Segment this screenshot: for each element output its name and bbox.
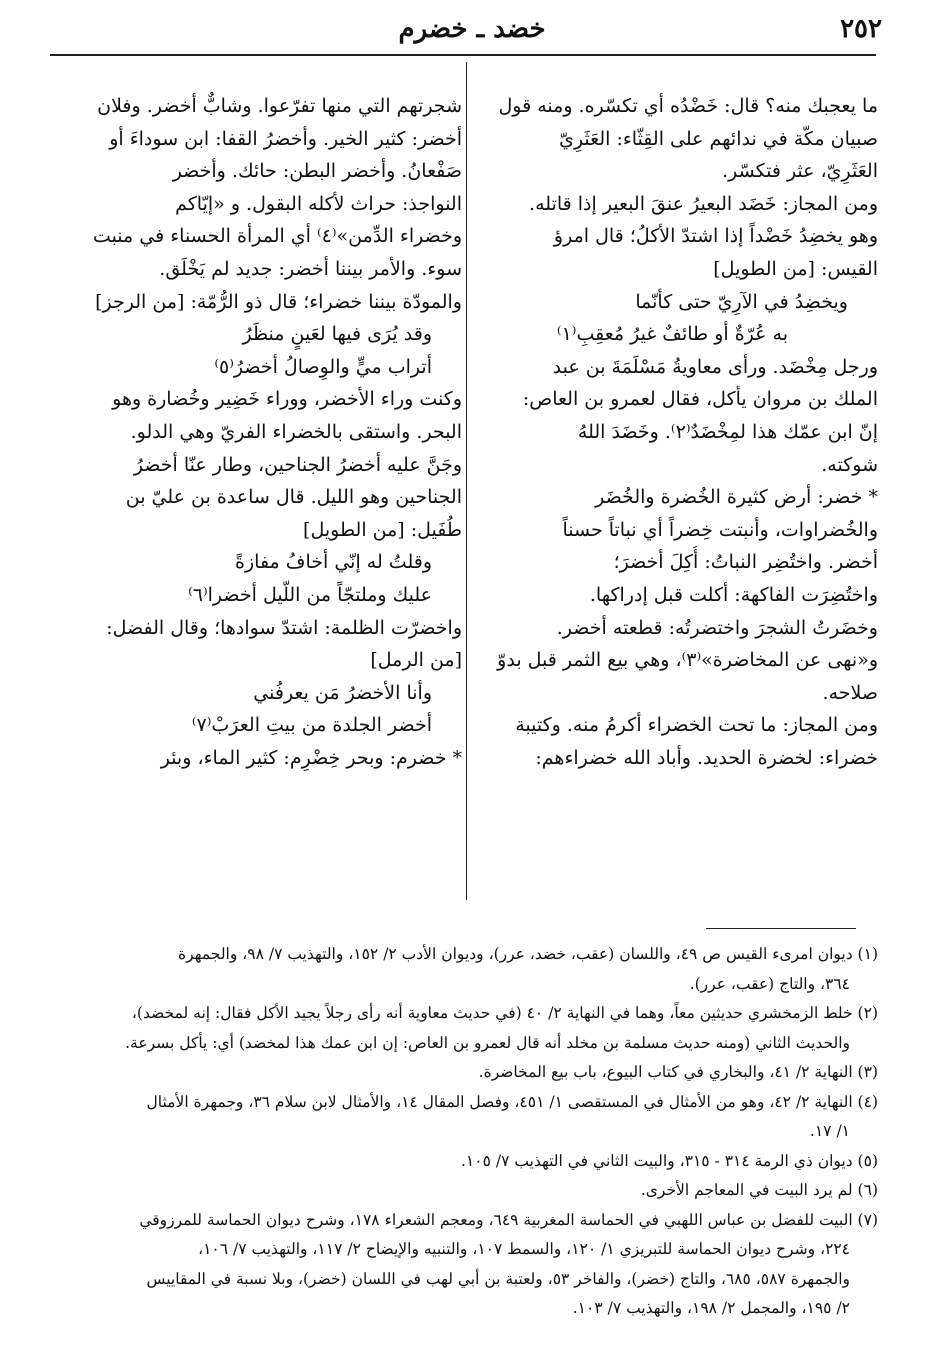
- text-line: والمودّة بيننا خضراء؛ قال ذو الرُّمّة: [من الرجز]: [95, 290, 462, 313]
- text-line: سوء. والأمر بيننا أخضر: جديد لم يَخْلَق.: [159, 257, 462, 280]
- text-line: وهو يخضِدُ خَضْداً إذا اشتدّ الأكلُ؛ قال امرؤ: [553, 225, 878, 248]
- text-line: ما يعجبك منه؟ قال: خَضْدُه أي تكسّره. ومنه قول: [498, 95, 878, 117]
- text-line: صبيان مكّة في ندائهم على القِثّاء: العَثَرِيّ: [559, 127, 878, 150]
- verse-line: به عُرّةٌ أو طائفٌ غيرُ مُعقِبِ⁽١⁾: [556, 323, 788, 346]
- page-title: خضد ـ خضرم: [398, 14, 546, 44]
- page-number: ٢٥٢: [840, 14, 882, 44]
- text-line: الملك بن مروان يأكل، فقال لعمرو بن العاص:: [522, 388, 878, 411]
- footnote-line: ٢٢٤، وشرح ديوان الحماسة للتبريزي ١/ ١٢٠، والسمط ١٠٧، والتنبيه والإيضاح ٢/ ١١٧، والتهذيب ٧/ ١٠٦،: [198, 1240, 850, 1258]
- verse-line: ويخضِدُ في الآرِيّ حتى كأنّما: [635, 290, 848, 313]
- text-line: أخضر: كثير الخير. وأخضرُ القفا: ابن سوداءَ أو: [109, 127, 462, 150]
- verse-line: وقلتُ له إنّي أخافُ مفازةً: [235, 551, 432, 574]
- text-line: وخضراء الدِّمن»⁽٤⁾ أي المرأة الحسناء في منبت: [92, 225, 462, 248]
- entry-line: * خضرم: وبحر خِضْرِم: كثير الماء، وبئر: [160, 746, 462, 769]
- text-line: واختُضِرَت الفاكهة: أكلت قبل إدراكها.: [589, 583, 878, 606]
- text-line: و«نهى عن المخاضرة»⁽٣⁾، وهي بيع الثمر قبل بدوّ: [497, 649, 878, 672]
- footnote-line: (٤) النهاية ٢/ ٤٢، وهو من الأمثال في المستقصى ١/ ٤٥١، وفصل المقال ١٤، والأمثال لابن سلام ٣٦، وجمهرة الأمثال: [146, 1092, 878, 1111]
- page-header: [50, 14, 882, 44]
- footnote-line: (٥) ديوان ذي الرمة ٣١٤ - ٣١٥، والبيت الثاني في التهذيب ٧/ ١٠٥.: [460, 1151, 878, 1170]
- text-line: وخضَرتُ الشجرَ واختضرتُه: قطعته أخضر.: [556, 616, 878, 639]
- text-line: العَثَرِيّ، عثر فتكسّر.: [722, 160, 878, 183]
- text-line: واخضرّت الظلمة: اشتدّ سوادها؛ وقال الفضل:: [106, 616, 462, 639]
- footnote-line: (٢) خلط الزمخشري حديثين معاً، وهما في النهاية ٢/ ٤٠ (في حديث معاوية أنه رأى رجلاً يجيد الأكل فقال: إنه لمخضد)،: [131, 1004, 878, 1022]
- footnote-line: ٣٦٤، والتاج (عقب، عرر).: [689, 974, 850, 993]
- footnotes: [66, 940, 878, 1324]
- text-line: خضراء: لخضرة الحديد. وأباد الله خضراءهم:: [535, 746, 878, 769]
- text-line: ومن المجاز: خَضَد البعيرُ عنقَ البعير إذا قاتله.: [529, 192, 878, 215]
- text-line: وكنت وراء الأخضر، ووراء خَضِير وخُضارة وهو: [112, 388, 462, 411]
- verse-line: عليك وملتجّاً من اللّيل أخضرا⁽٦⁾: [188, 583, 432, 606]
- footnote-line: (٣) النهاية ٢/ ٤١، والبخاري في كتاب البيوع، باب بيع المخاضرة.: [478, 1063, 878, 1081]
- entry-line: * خضر: أرض كثيرة الخُضرة والخُضَر: [595, 486, 878, 509]
- verse-line: أتراب ميٍّ والوِصالُ أخضرُ⁽٥⁾: [214, 355, 432, 378]
- text-line: أخضر. واختُضِر النباتُ: أُكِلَ أخضرَ؛: [613, 551, 878, 574]
- footnote-line: (٧) البيت للفضل بن عباس اللهبي في الحماسة المغربية ٦٤٩، ومعجم الشعراء ١٧٨، وشرح ديوان الحماسة للمرزوقي: [139, 1210, 878, 1229]
- verse-line: أخضر الجلدة من بيتِ العرَبْ⁽٧⁾: [191, 714, 432, 737]
- footnote-line: ٢/ ١٩٥، والمجمل ٢/ ١٩٨، والتهذيب ٧/ ١٠٣.: [572, 1299, 850, 1317]
- text-line: ومن المجاز: ما تحت الخضراء أكرمُ منه. وكتيبة: [515, 714, 878, 737]
- footnote-line: والحديث الثاني (ومنه حديث مسلمة بن مخلد أنه قال لعمرو بن العاص: إن ابن عمك هذا لمخضد) أي: يأكل بسرعة.: [125, 1033, 850, 1052]
- text-line: الجناحين وهو الليل. قال ساعدة بن عليّ بن: [125, 486, 462, 509]
- text-line: صَفْعانُ. وأخضر البطن: حائك. وأخضر: [172, 160, 462, 183]
- text-line: [من الرمل]: [370, 649, 462, 672]
- text-line: شجرتهم التي منها تفرّعوا. وشابٌّ أخضر. وفلان: [97, 95, 462, 117]
- text-line: طُفَيل: [من الطويل]: [303, 518, 462, 541]
- text-line: وجَنَّ عليه أخضرُ الجناحين، وطار عنّا أخضرُ: [133, 453, 462, 476]
- text-line: النواجذ: حراث لأكله البقول. و «إيّاكم: [175, 192, 462, 215]
- footnote-line: (٦) لم يرد البيت في المعاجم الأخرى.: [640, 1181, 878, 1199]
- verse-line: وأنا الأخضرُ مَن يعرفُني: [253, 681, 432, 704]
- verse-line: وقد يُرَى فيها لعَينٍ منظَرُ: [242, 323, 432, 346]
- footnote-line: والجمهرة ٥٨٧، ٦٨٥، والتاج (خضر)، والفاخر ٥٣، ولعتبة بن أبي لهب في اللسان (خضر)، وبلا نسبة في المقاييس: [146, 1269, 850, 1288]
- text-line: ورجل مِخْضَد. ورأى معاويةُ مَسْلَمَةَ بن عبد: [552, 355, 878, 378]
- text-line: إنّ ابن عمّك هذا لمِخْضَدٌ⁽٢⁾. وخَضَدَ اللهُ: [577, 420, 878, 443]
- text-line: البحر. واستقى بالخضراء الفريّ وهي الدلو.: [130, 420, 462, 443]
- text-line: شوكته.: [821, 453, 878, 476]
- text-line: القيس: [من الطويل]: [713, 257, 878, 280]
- footnote-line: (١) ديوان امرىء القيس ص ٤٩، واللسان (عقب، خضد، عرر)، وديوان الأدب ٢/ ١٥٢، والتهذيب ٧/ ٩٨، والجمهرة: [178, 945, 878, 963]
- text-line: صلاحه.: [822, 681, 878, 704]
- text-line: والخُضراوات، وأنبتت خِضراً أي نباتاً حسناً: [562, 518, 878, 541]
- right-column: [466, 90, 878, 774]
- header-rule: [50, 54, 876, 56]
- footnote-line: ١/ ١٧.: [809, 1122, 850, 1140]
- left-column: [50, 90, 462, 774]
- footnote-rule: [706, 928, 856, 929]
